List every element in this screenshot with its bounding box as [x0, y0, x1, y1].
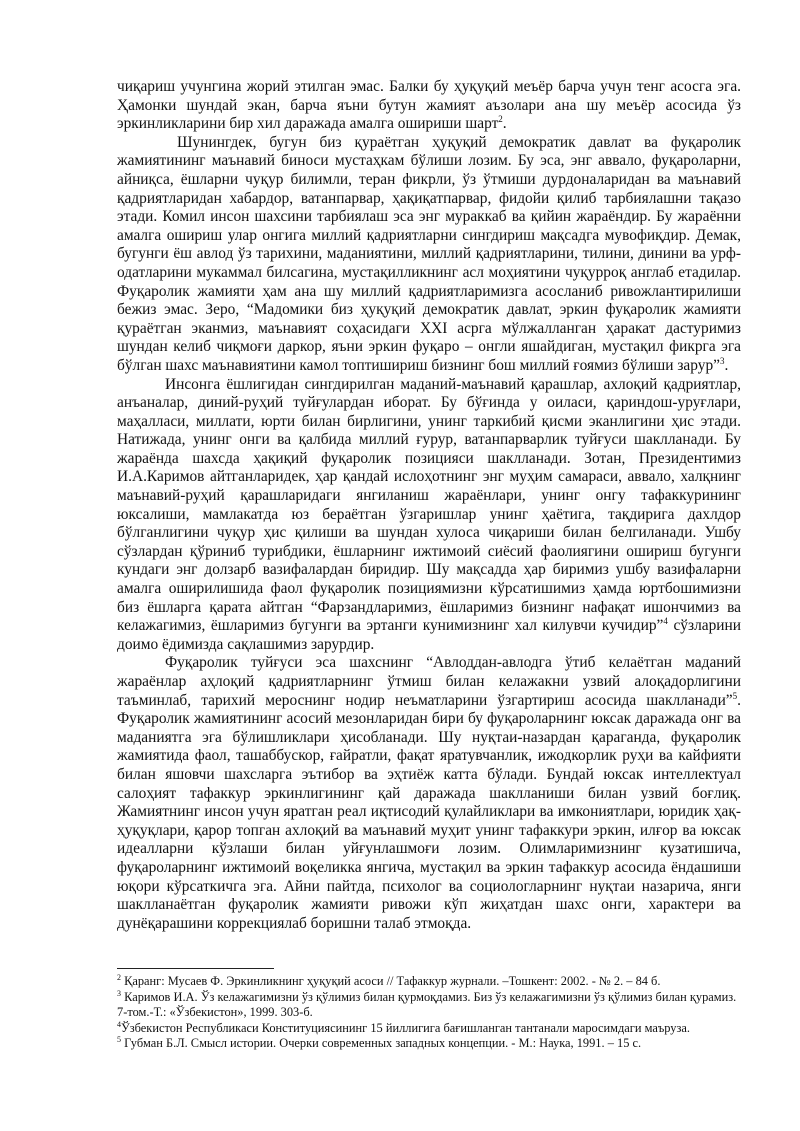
paragraph-text: Фуқаролик туйғуси эса шахснинг “Авлоддан-авлодга ўтиб келаётган маданий жараёнлар аҳлоқий қадриятларнинг ўтмиш билан келажакни узвий алоқадорлигини таъминлаб, тарихий мероснинг нодир неъматларини ўзгартириш асосида шаклланади”	[117, 654, 741, 709]
document-page	[117, 78, 741, 933]
footnote	[117, 990, 741, 1021]
body-paragraph	[117, 134, 741, 376]
paragraph-text: Шунингдек, бугун биз қураётган ҳуқуқий демократик давлат ва фуқаролик жамиятининг маънавий биноси мустаҳкам бўлиши лозим. Бу эса, энг аввало, фуқароларни, айниқса, ёшларни чуқур билимли, теран фикрли, ўз ўтмиши дурдоналаридан ва маънавий қадриятларидан хабардор, ватанпарвар, ҳақиқатпарвар, фидойи қилиб тарбиялашни тақазо этади. Комил инсон шахсини тарбиялаш эса энг мураккаб ва қийин жараёндир. Бу жараённи амалга ошириш улар онгига миллий қадриятларни сингдириш мақсадга мувофиқдир. Демак, бугунги ёш авлод ўз тарихини, маданиятини, миллий қадриятларини, тилини, динини ва урф-одатларини мукаммал билсагина, мустақилликнинг асл моҳиятини чуқурроқ англаб етадилар. Фуқаролик жамияти ҳам ана шу миллий қадриятларимизга асосланиб ривожлантирилиши бежиз эмас. Зеро, “Мадомики биз ҳуқуқий демократик давлат, эркин фуқаролик жамияти қураётган эканмиз, маънавият соҳасидаги XXI асрга мўлжалланган ҳаракат дастуримиз шундан келиб чиқмоғи даркор, яъни эркин фуқаро – онгли яшайдиган, мустақил фикрга эга бўлган шахс маънавиятини камол топтишириш бизнинг бош миллий ғоямиз бўлиши зарур”	[117, 133, 741, 374]
paragraph-text: . Фуқаролик жамиятининг асосий мезонларидан бири бу фуқароларнинг юксак даражада онг ва маданиятга эга бўлишликлари ҳисобланади. Шу нуқтаи-назардан қараганда, фуқаролик жамиятида фаол, ташаббускор, ғайратли, фақат яратувчанлик, ижодкорлик руҳи ва кайфияти билан яшовчи шахсларга эътибор ва эҳтиёж катта бўлади. Бундай юксак интеллектуал салоҳият тафаккур эркинлигининг қай даражада шаклланиши билан узвий боғлиқ. Жамиятнинг инсон учун яратган реал иқтисодий қулайликлари ва имкониятлари, юридик ҳақ-ҳуқуқлари, қарор топган ахлоқий ва маънавий муҳит унинг тафаккури эркин, илғор ва юксак идеалларни кўзлаши билан уйғунлашмоғи лозим. Олимларимизнинг кузатишича, фуқароларнинг ижтимоий воқеликка янгича, мустақил ва эркин тафаккур асосида ёндашиши юқори кўрсаткичга эга. Айни пайтда, психолог ва социологларнинг нуқтаи назарича, янги шаклланаётган фуқаролик жамияти ривожи кўп жиҳатдан шахс онги, характери ва дунёқарашини коррекциялаб боришни талаб этмоқда.	[117, 691, 741, 932]
footnote-marker: 5	[117, 1035, 121, 1045]
footnote	[117, 974, 741, 990]
footnotes	[117, 974, 741, 1052]
body-paragraph	[117, 654, 741, 933]
footnote-marker: 4	[117, 1019, 121, 1029]
body-text	[117, 78, 741, 933]
paragraph-text: .	[502, 115, 507, 133]
paragraph-text: Инсонга ёшлигидан сингдирилган маданий-маънавий қарашлар, ахлоқий қадриятлар, анъаналар, диний-руҳий туйғулардан иборат. Бу бўғинда у оиласи, қариндош-уруғлари, маҳалласи, миллати, юрти билан бирлигини, унинг таркибий қисми эканлигини ҳис этади. Натижада, унинг онги ва қалбида миллий ғурур, ватанпарварлик туйғуси шаклланади. Бу жараёнда шахсда ҳақиқий фуқаролик позицияси шаклланади. Зотан, Президентимиз И.А.Каримов айтганларидек, ҳар қандай ислоҳотнинг энг муҳим самараси, аввало, халқнинг маънавий-руҳий қарашларидаги янгиланиш жараёнлари, унинг онгу тафаккурининг юксалиши, мамлакатда юз бераётган ўзгаришлар унинг ҳаётига, тақдирига дахлдор бўлганлигини чуқур ҳис қилиши ва шундан хулоса чиқариши билан белгиланади. Ушбу сўзлардан қўриниб турибдики, ёшларнинг ижтимоий сиёсий фаолиягини ошириш бугунги кундаги энг долзарб вазифалардан биридир. Шу мақсадда ҳар биримиз ушбу вазифаларни амалга оширилишида фаол фуқаролик позициямизни кўрсатишимиз ҳамда юртбошимизни биз ёшларга қарата айтган “Фарзандларимиз, ёшларимиз бизнинг нафақат ишончимиз ва келажагимиз, ёшларимиз бугунги ва эртанги кунимизнинг хал килувчи кучидир”	[117, 375, 741, 635]
footnote-text: Қаранг: Мусаев Ф. Эркинликнинг ҳуқуқий асоси // Тафаккур журнали. –Тошкент: 2002. - № 2. – 84 б.	[121, 974, 661, 988]
footnote-reference: 4	[663, 616, 668, 627]
footnote-separator	[117, 968, 274, 969]
footnote-reference: 3	[719, 355, 725, 366]
body-paragraph	[117, 78, 741, 134]
footnote-marker: 3	[117, 988, 121, 998]
footnote-reference: 5	[732, 690, 738, 701]
footnote-marker: 2	[117, 972, 121, 982]
paragraph-text: сўзларини доимо ёдимизда сақлашимиз зарурдир.	[117, 617, 741, 653]
footnote-text: Каримов И.А. Ўз келажагимизни ўз қўлимиз билан қурмоқдамиз. Биз ўз келажагимизни ўз қўлимиз билан қурамиз. 7-том.-Т.: «Ўзбекистон», 1999. 303-б.	[117, 989, 737, 1020]
paragraph-text: чиқариш учунгина жорий этилган эмас. Балки бу ҳуқуқий меъёр барча учун тенг асосга эга. Ҳамонки шундай экан, барча яъни бутун жамият аъзолари ана шу меъёр асосида ўз эркинликларини бир хил даражада амалга ошириши шарт	[117, 78, 741, 133]
footnote	[117, 1036, 741, 1052]
body-paragraph	[117, 376, 741, 655]
footnote-reference: 2	[498, 114, 503, 125]
footnote	[117, 1021, 741, 1037]
footnote-text: Ўзбекистон Республикаси Конституциясининг 15 йиллигига бағишланган тантанали маросимдаги маъруза.	[121, 1020, 690, 1035]
paragraph-text: .	[724, 356, 729, 374]
footnote-text: Губман Б.Л. Смысл истории. Очерки современных западных концепции. - М.: Наука, 1991. – 15 с.	[121, 1036, 642, 1051]
